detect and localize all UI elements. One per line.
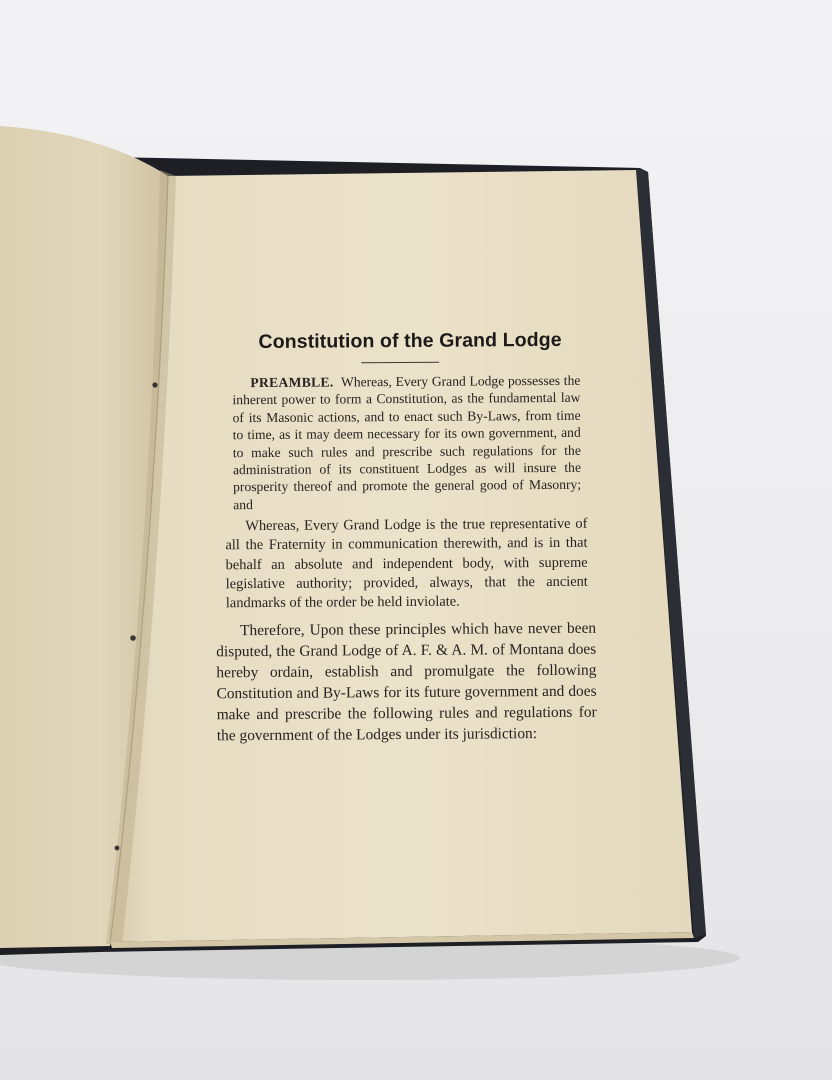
stitch-hole [152,382,157,387]
preamble-text: Whereas, Every Grand Lodge possesses the inherent power to form a Constitution, as the fundamental law of its Masonic actions, and to enact such By-Laws, from time to time, as it may deem necessary for its own government, and to make such rules and prescribe such regulations for the administration of its constituent Lodges as will insure the prosperity thereof and promote the general good of Masonry; and [232,372,582,513]
therefore-paragraph: Therefore, Upon these principles which have never been disputed, the Grand Lodge of A. F. & A. M. of Montana does hereby ordain, establish and promulgate the following Constitution and By-Laws for its future government and does make and prescribe the following rules and regulations for the government of the Lodges under its jurisdiction: [216,619,597,745]
page-title: Constitution of the Grand Lodge [258,328,562,354]
preamble-paragraph [232,372,581,514]
second-whereas-paragraph: Whereas, Every Grand Lodge is the true representative of all the Fraternity in communication therewith, and is in that behalf an absolute and independent body, with supreme legislative authority; provided, always, that the ancient landmarks of the order be held inviolate. [225,515,588,612]
page-text [212,329,597,747]
stitch-hole [130,635,136,641]
preamble-label: PREAMBLE. [250,374,334,391]
stitch-hole [115,846,120,851]
title-rule [361,362,439,364]
